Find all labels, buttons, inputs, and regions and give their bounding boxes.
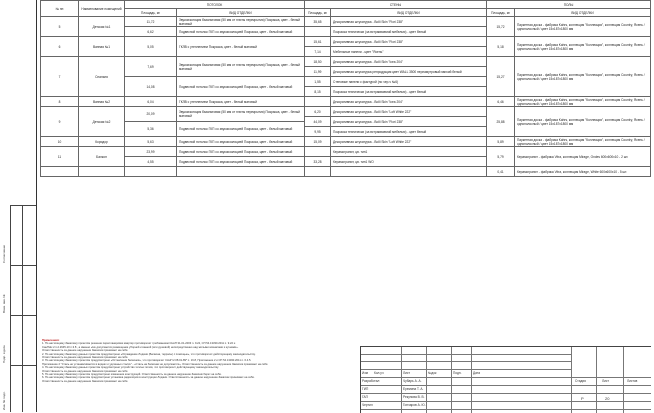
header-walls-area: Площадь, м²	[305, 9, 331, 17]
stamp-head-doc: №док	[428, 371, 437, 375]
room-name: Балкон	[79, 147, 125, 167]
note-line: СанПиН 2.1.2.2645-10 п.3.8 , а именно «Не допускается размещение уборной и ванной (или душевой) непосредственно над жилыми комнатами и кухнями».	[42, 345, 239, 349]
floor-area: 0,41	[487, 167, 515, 177]
ceiling-finish: Подвесной потолок ГКП со звукоизоляцией Покраска, цвет - белый матовый	[177, 137, 305, 147]
wall-finish: Покраска технически (за встраиваемой мебелью) - цвет белый	[331, 27, 487, 37]
header-floor-finish: ВИД ОТДЕЛКИ	[515, 9, 651, 17]
note-line: Ответственность за данное нарушение Заказчик принимает на себя.	[42, 379, 129, 383]
wall-area	[305, 167, 331, 177]
ceiling-finish: Звукоизоляция базальтовая (50 мм от плиты перекрытия) Покраска, цвет - белый матовый	[177, 107, 305, 122]
stamp-sheet-label: Лист	[602, 379, 609, 383]
ceiling-finish: Звукоизоляция базальтовая (50 мм от плиты перекрытия) Покраска, цвет - белый матовый	[177, 57, 305, 77]
ceiling-area: 5,36	[125, 122, 177, 137]
ceiling-area: 11,72	[125, 17, 177, 27]
ceiling-area: 14,08	[125, 77, 177, 97]
stamp-role-3: ГАП	[362, 395, 368, 399]
header-ceiling-finish: ВИД ОТДЕЛКИ	[177, 9, 305, 17]
stamp-role-1: Разработал	[362, 379, 380, 383]
wall-area: 8,15	[305, 87, 331, 97]
room-name: Детская №1	[79, 17, 125, 37]
header-ceiling-area: Площадь, м²	[125, 9, 177, 17]
stamp-stage-label: Стадия	[575, 379, 586, 383]
wall-finish: Стеновые панели с фактурой (по чер.ч №6)	[331, 77, 487, 87]
stamp-sheet: 20	[605, 396, 610, 401]
ceiling-area: 4,55	[125, 157, 177, 167]
note-line: 1. По настоящему Заказчику проектом решение перепланировки квартир противоречит требованиям СНиП 31-01-2003 п. 9.22, СП 54.13330.2011 п. 9.22 и	[42, 342, 236, 346]
floor-finish: Паркетная доска - фабрика Kahrs, коллекция "Коллекция", коллекция Country, Ясень / однополосный / цвет 15x187x1800 мм	[515, 97, 651, 107]
note-line: 4. По настоящему Заказчику данных проектом предусмотрено устройство теплых полов, что противоречит действующему законодательству.	[42, 366, 219, 370]
table-row	[41, 37, 651, 42]
notes-block	[42, 339, 337, 383]
room-name: Детская №2	[79, 107, 125, 137]
stamp-head-list: Лист	[403, 371, 410, 375]
wall-area	[305, 97, 331, 107]
header-walls: СТЕНЫ	[305, 1, 487, 9]
side-label-replace: Взам. инв. №	[2, 294, 6, 313]
wall-area: 9,95	[305, 127, 331, 137]
ceiling-finish: Подвесной потолок ГКП со звукоизоляцией Покраска, цвет - белый матовый	[177, 27, 305, 37]
floor-area: 5,89	[487, 137, 515, 147]
floor-finish: Паркетная доска - фабрика Kahrs, коллекция "Коллекция", коллекция Country, Ясень / однополосный / цвет 15x187x1800 мм	[515, 107, 651, 137]
stamp-head-sign: Подп.	[453, 371, 462, 375]
wall-area: 44,09	[305, 117, 331, 127]
note-line: Приложение 2 "Сталь не устанавливается в виднях и удлинных сталях" - «Сталь на балконах не допускается». Ответственность за данное нарушение Заказчик принимает на себя.	[42, 362, 269, 366]
wall-area: 6,20	[305, 107, 331, 117]
wall-finish: Керамогранит, цв. тип1 WO	[331, 157, 487, 167]
side-label-agreed: Согласовано	[2, 244, 6, 263]
ceiling-area: 7,69	[125, 57, 177, 77]
table-row	[41, 137, 651, 142]
table-row	[41, 147, 651, 152]
room-name	[79, 167, 125, 177]
room-number: 7	[41, 57, 79, 97]
stamp-person-1: Чубарь А. А.	[403, 379, 422, 383]
header-ceiling: ПОТОЛОК	[125, 1, 305, 9]
table-row	[41, 167, 651, 172]
room-number: 5	[41, 17, 79, 37]
stamp-sheets-label: Листов	[627, 379, 638, 383]
wall-finish: Декоративная штукатурка - Bolli Skin "Fiori 238"	[331, 17, 487, 27]
note-line: Ответственность за данное нарушение Заказчик принимает на себя.	[42, 356, 129, 360]
stamp-person-3: Рекунова В. В.	[403, 395, 425, 399]
wall-area: 1,55	[305, 77, 331, 87]
finishing-schedule-table	[40, 0, 651, 177]
stamp-person-2: Еремина Т. А.	[403, 387, 424, 391]
ceiling-finish: ГКЛВ с утеплением Покраска, цвет - белый матовый	[177, 97, 305, 107]
stamp-person-4: Гончаров А. Ю.	[403, 403, 426, 407]
room-number: 11	[41, 147, 79, 167]
note-line: 2. По настоящему Заказчику данных проектом предусмотрено «Ограждение Лоджии (Балкона, террасы) с помощью», что противоречит действующему законодательству.	[42, 352, 256, 356]
floor-finish: Керамогранит - фабрика Vitra, коллекция Mirage, White 600x600x10 - 5 шт.	[515, 167, 651, 177]
ceiling-area: 6,04	[125, 97, 177, 107]
wall-area	[305, 147, 331, 157]
stamp-head-izm: Изм	[362, 371, 368, 375]
stamp-role-2: ГИП	[362, 387, 369, 391]
header-floor-area: Площадь, м²	[487, 9, 515, 17]
floor-area: 5,18	[487, 37, 515, 57]
wall-area: 11,99	[305, 67, 331, 77]
header-room: Наименование помещений	[79, 1, 125, 17]
ceiling-finish: ГКЛВ с утеплением Покраска, цвет - белый матовый	[177, 37, 305, 57]
ceiling-area: 23,99	[125, 147, 177, 157]
note-line: Ответственность за данное нарушение Заказчик принимает на себя.	[42, 369, 129, 373]
ceiling-finish	[177, 167, 305, 177]
ceiling-finish: Подвесной потолок ГКП со звукоизоляцией Покраска, цвет - белый матовый	[177, 122, 305, 137]
floor-area: 25,88	[487, 107, 515, 137]
side-label-sign-date: Подп. и дата	[2, 345, 6, 363]
table-row	[41, 97, 651, 102]
wall-area: 7,14	[305, 47, 331, 57]
wall-finish: Декоративная штукатурка - Bolli Skin "Fiori 238"	[331, 117, 487, 127]
room-number: 9	[41, 107, 79, 137]
ceiling-finish: Звукоизоляция базальтовая (50 мм от плиты перекрытия) Покраска, цвет - белый матовый	[177, 17, 305, 27]
title-block	[360, 346, 651, 413]
ceiling-finish: Подвесной потолок ГКП со звукоизоляцией Покраска, цвет - белый матовый	[177, 157, 305, 167]
ceiling-area: 6,62	[125, 27, 177, 37]
room-name: Спальня	[79, 57, 125, 97]
wall-finish: Покраска технически (за встраиваемой мебелью) - цвет белый	[331, 87, 487, 97]
floor-finish: Паркетная доска - фабрика Kahrs, коллекция "Коллекция", коллекция Country, Ясень / однополосный / цвет 15x187x1800 мм	[515, 17, 651, 37]
header-num: № пп	[41, 1, 79, 17]
wall-finish: Декоративная штукатурка - Bolli Skin "Loft White 222"	[331, 137, 487, 147]
note-line: 5. По настоящему Заказчику проектом предусмотрено изменение конструкций. Ответственность за данное нарушение Заказчик берет на себя.	[42, 373, 222, 377]
stamp-head-date: Дата	[473, 371, 481, 375]
floor-area: 6,46	[487, 97, 515, 107]
wall-area: 15,61	[305, 37, 331, 47]
wall-area: 18,50	[305, 57, 331, 67]
ceiling-area: 20,09	[125, 107, 177, 122]
ceiling-finish: Подвесной потолок ГКП со звукоизоляцией Покраска, цвет - белый матовый	[177, 147, 305, 157]
room-name: Коридор	[79, 137, 125, 147]
floor-area: 15,72	[487, 17, 515, 37]
wall-finish: Керамогранит, цв. тип1	[331, 147, 487, 157]
notes-title: Примечания:	[42, 339, 60, 342]
room-name: Ванная №1	[79, 37, 125, 57]
room-number: 10	[41, 137, 79, 147]
floor-area: 5,79	[487, 147, 515, 167]
wall-finish: Декоративная штукатурка - Bolli Skin "Icea 204"	[331, 97, 487, 107]
wall-finish: Декоративная штукатурка - Bolli Skin "Loft White 222"	[331, 107, 487, 117]
room-name: Ванная №2	[79, 97, 125, 107]
stamp-stage: Р	[581, 396, 584, 401]
note-line: Ответственность за данное нарушение Заказчик принимает на себя.	[42, 349, 129, 353]
note-line: 6. По настоящему Заказчику проектом предусмотрено установка радиаторов в конструкции Лоджии. Ответственность за данное нарушение Заказчик принимает на себя.	[42, 376, 255, 380]
wall-area: 33,28	[305, 157, 331, 167]
ceiling-area: 5,63	[125, 137, 177, 147]
ceiling-finish: Подвесной потолок ГКП со звукоизоляцией Покраска, цвет - белый матовый	[177, 77, 305, 97]
wall-area: 35,65	[305, 17, 331, 27]
ceiling-area: 5,05	[125, 37, 177, 57]
room-number	[41, 167, 79, 177]
wall-finish: Декоративная штукатурка - Bolli Skin "Icea 204"	[331, 57, 487, 67]
floor-finish: Паркетная доска - фабрика Kahrs, коллекция "Коллекция", коллекция Country, Ясень / однополосный / цвет 15x187x1800 мм	[515, 57, 651, 97]
ceiling-area	[125, 167, 177, 177]
header-floors: ПОЛЫ	[487, 1, 651, 9]
room-number: 6	[41, 37, 79, 57]
wall-finish	[331, 167, 487, 177]
wall-finish: Декоративная штукатурка - Bolli Skin "Fiori 238"	[331, 37, 487, 47]
table-row	[41, 107, 651, 112]
floor-finish: Керамогранит - фабрика Vitra, коллекция Mirage, Ondes 600x600x10 - 2 шт.	[515, 147, 651, 167]
room-number: 8	[41, 97, 79, 107]
side-label-inv: Инв. № подл.	[2, 391, 6, 410]
note-line: 3. По настоящему Заказчику проектом предусмотрено «Остекление балконов», что противоречит СНиП 2.08.01-89* п. 16.8, Приложение 2 и СП 54.13330.2011 п. 6.4.5.	[42, 359, 252, 363]
side-stamp	[0, 205, 36, 412]
wall-area	[305, 27, 331, 37]
floor-area: 15,27	[487, 57, 515, 97]
wall-finish: Мебельные панели - цвет "Ясень"	[331, 47, 487, 57]
table-row	[41, 17, 651, 22]
stamp-role-4: Чертил	[362, 403, 373, 407]
table-row	[41, 57, 651, 62]
wall-area: 15,09	[305, 137, 331, 147]
wall-finish: Декоративная штукатурка репродукция цвет WALL 3500 перламутровый мягкий белый	[331, 67, 487, 77]
floor-finish: Паркетная доска - фабрика Kahrs, коллекция "Коллекция", коллекция Country, Ясень / однополосный / цвет 15x187x1800 мм	[515, 37, 651, 57]
wall-finish: Покраска технически (за встраиваемой мебелью) - цвет белый	[331, 127, 487, 137]
header-walls-finish: ВИД ОТДЕЛКИ	[331, 9, 487, 17]
stamp-head-kol: Кол.уч	[374, 371, 384, 375]
floor-finish: Паркетная доска - фабрика Kahrs, коллекция "Коллекция", коллекция Country, Ясень / однополосный / цвет 15x187x1800 мм	[515, 137, 651, 147]
